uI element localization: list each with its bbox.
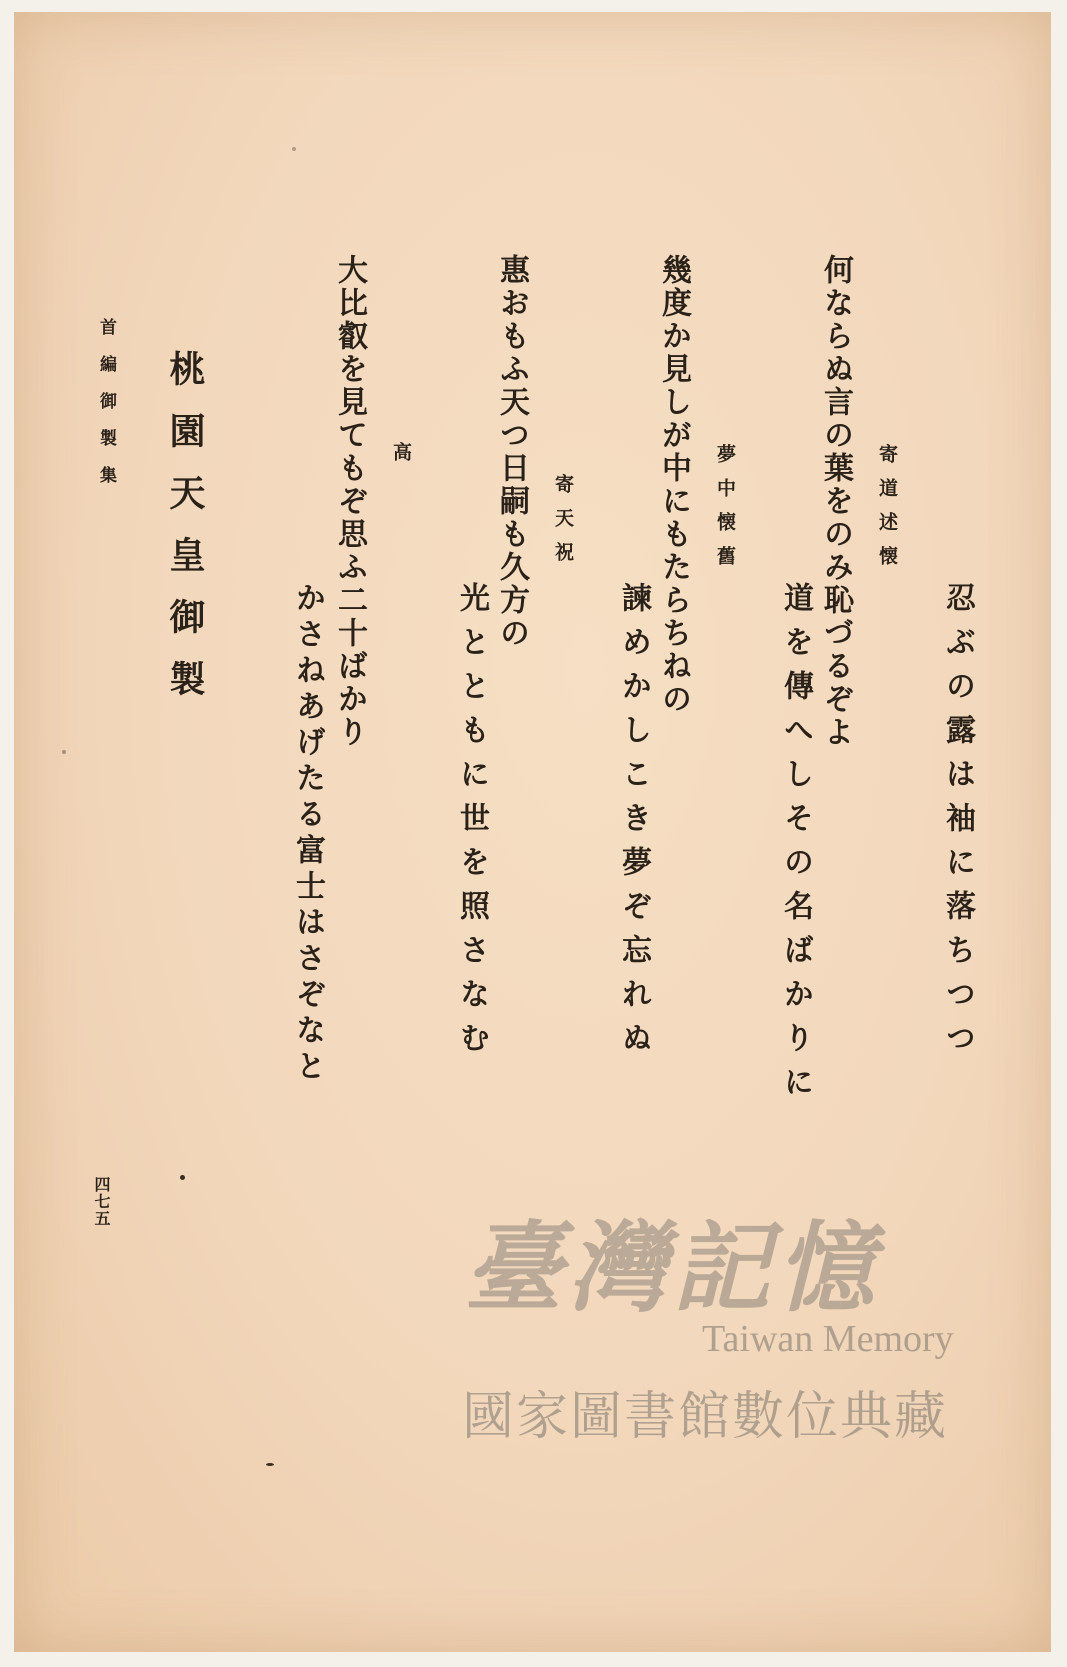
verse-line: 幾度か見しが中にもたらちねの — [656, 254, 691, 716]
watermark-chinese: 國家圖書館數位典藏 — [462, 1387, 949, 1447]
poem-title: 寄道述懐 — [876, 444, 898, 580]
watermark-english: Taiwan Memory — [702, 1318, 954, 1360]
verse-line: 道を傳へしその名ばかりに — [778, 582, 813, 1110]
verse-line: かさねあげたる富士はさぞなと — [290, 582, 325, 1086]
poem-title: 夢中懐舊 — [714, 444, 736, 580]
watermark-calligraphy: 臺灣記憶 — [464, 1211, 881, 1326]
ink-speck — [292, 147, 296, 151]
verse-line: 大比叡を見てもぞ思ふ二十ばかり — [332, 254, 367, 749]
ink-speck — [180, 1175, 185, 1180]
ink-speck — [62, 750, 66, 754]
verse-line: 忍ぶの露は袖に落ちつつ — [940, 582, 975, 1066]
verse-line: 何ならぬ言の葉をのみ恥づるぞよ — [818, 254, 853, 749]
section-heading: 桃園天皇御製 — [164, 350, 206, 722]
poem-title: 寄天祝 — [552, 474, 574, 576]
verse-line: 諫めかしこき夢ぞ忘れぬ — [616, 582, 651, 1066]
book-page — [14, 12, 1051, 1652]
page-number: 四七五 — [92, 1176, 111, 1227]
poem-title: 高 — [390, 442, 412, 476]
ink-speck — [266, 1463, 274, 1466]
running-head: 首編御製集 — [96, 318, 116, 503]
verse-line: 惠おもふ天つ日嗣も久方の — [494, 254, 529, 650]
verse-line: 光とともに世を照さなむ — [454, 582, 489, 1066]
